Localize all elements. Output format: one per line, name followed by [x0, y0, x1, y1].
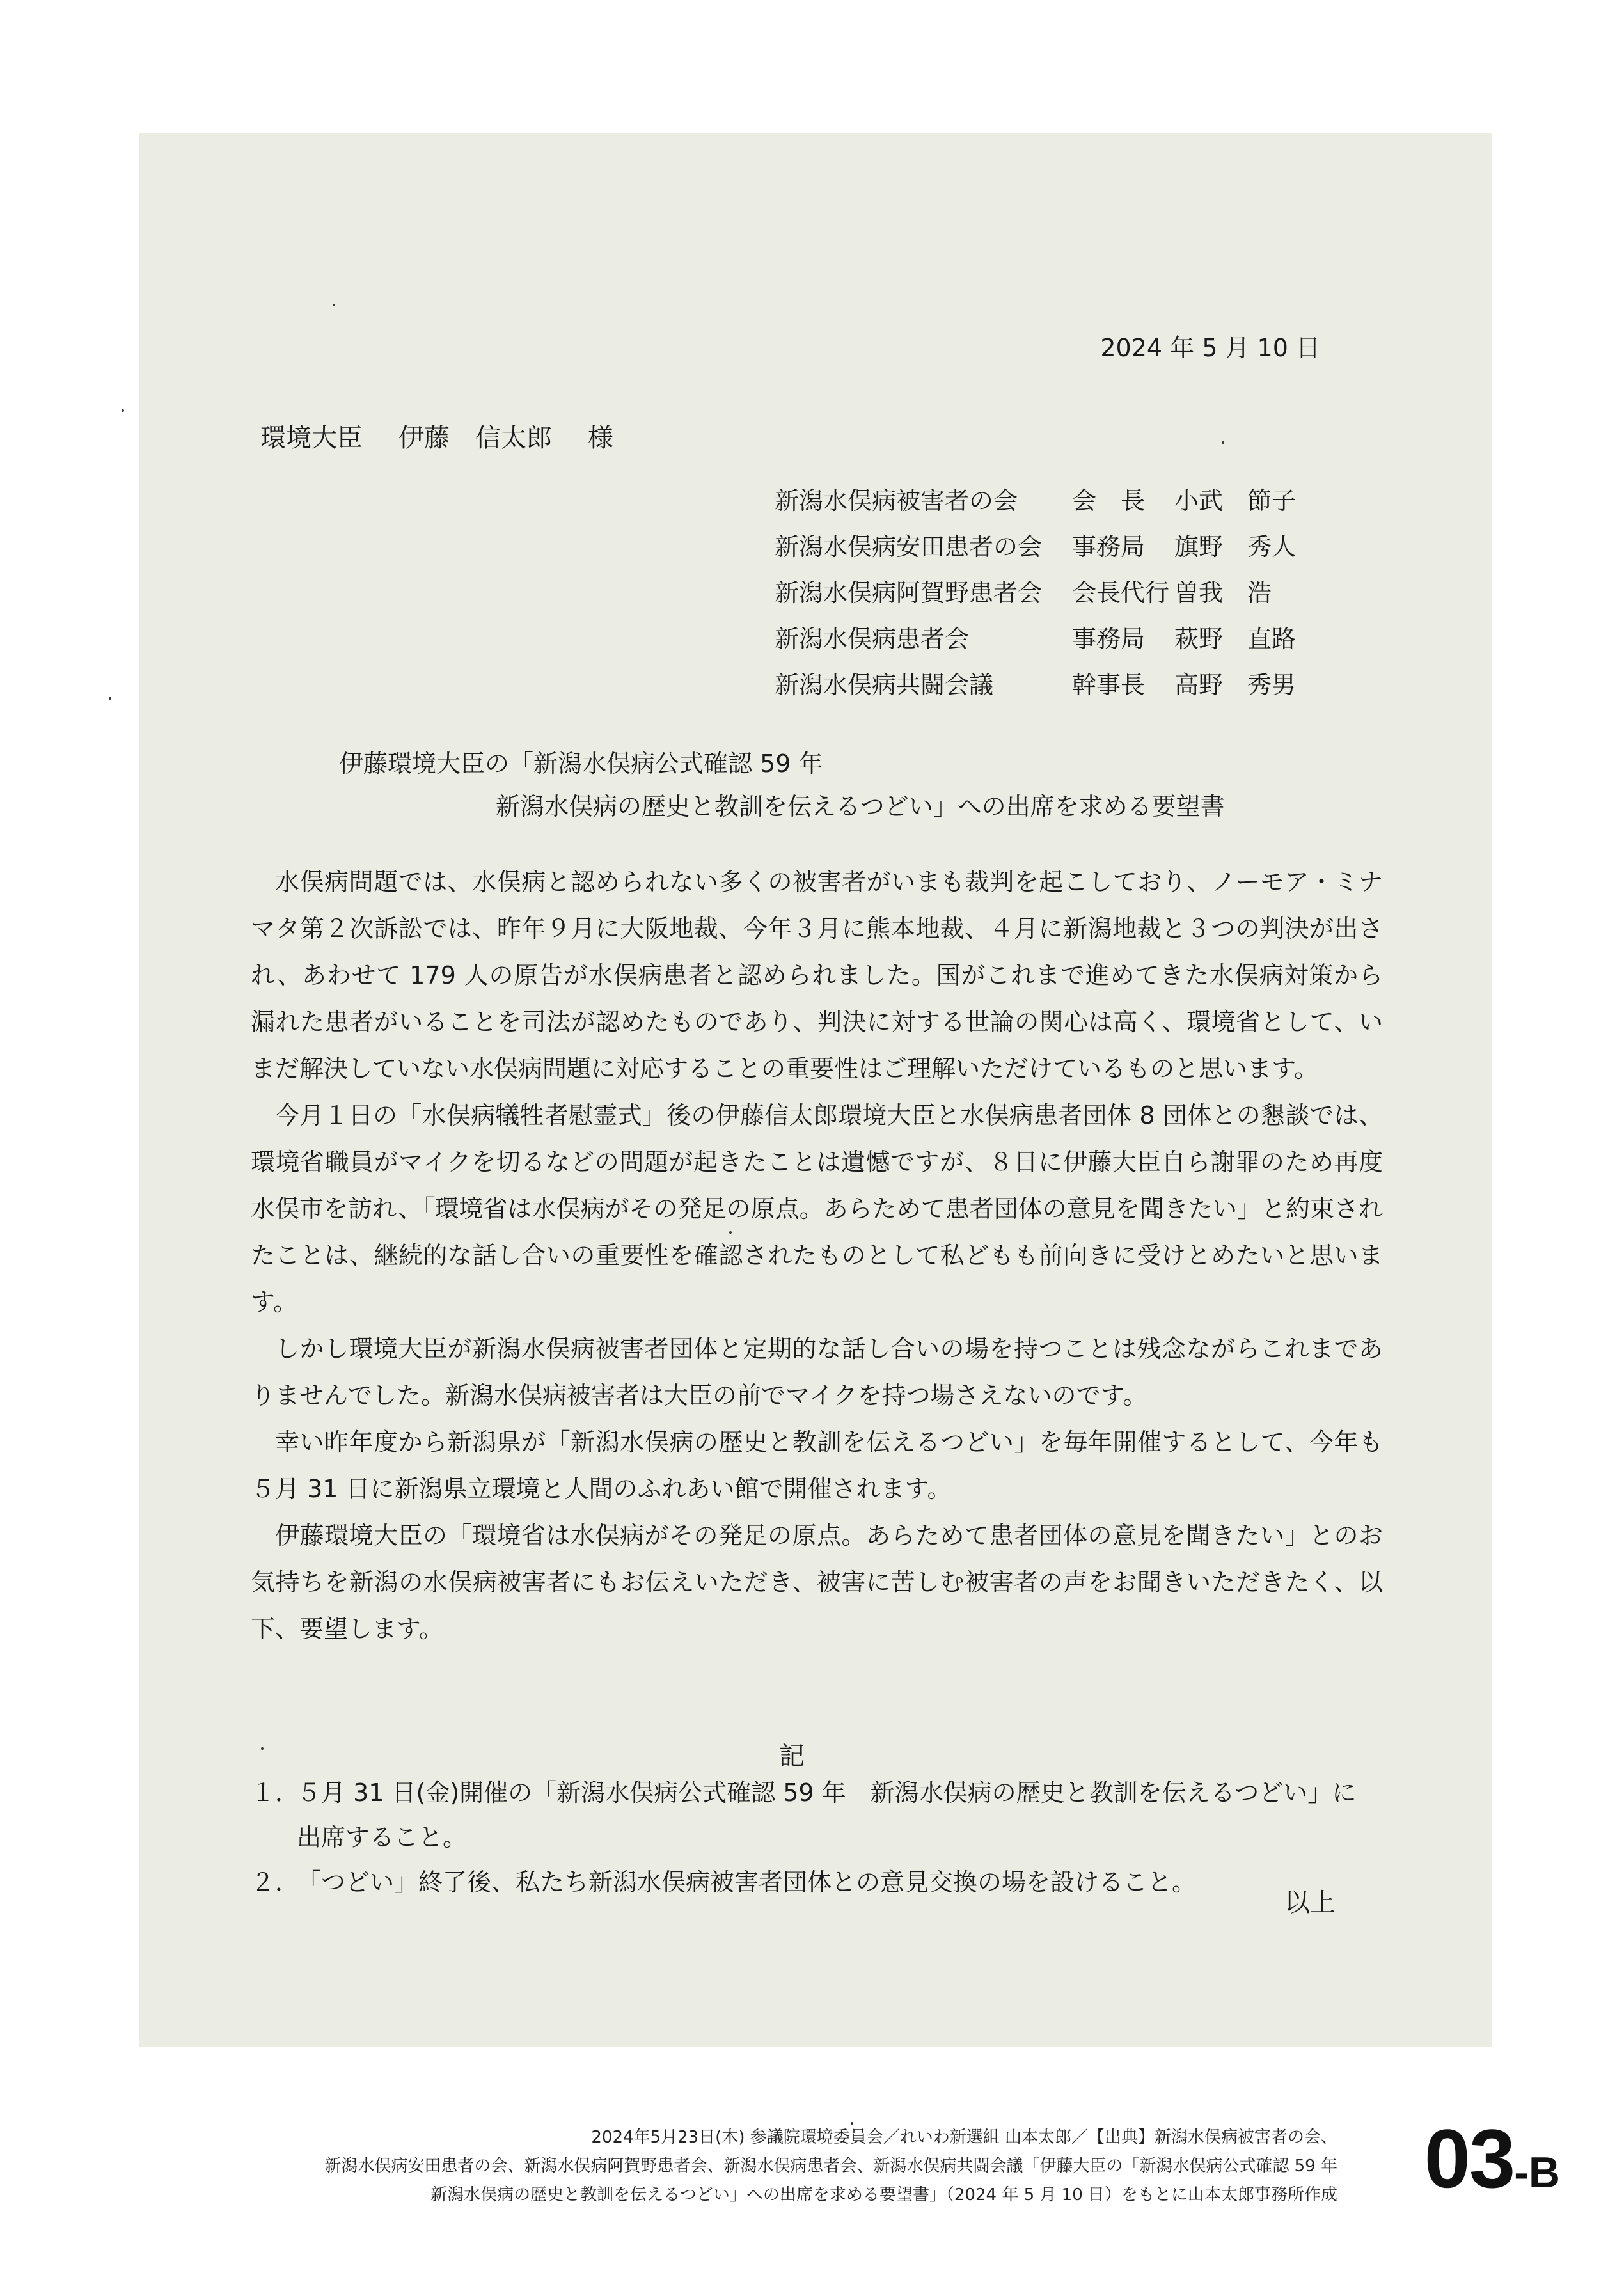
sender-row [775, 567, 1341, 613]
addressee-honorific: 様 [588, 423, 613, 453]
request-text: ５月 31 日(金)開催の「新潟水俣病公式確認 59 年 新潟水俣病の歴史と教訓を伝えるつどい」に出席すること。 [297, 1779, 1357, 1852]
page-number-main: 03 [1424, 2112, 1515, 2205]
sender-org: 新潟水俣病安田患者の会 [775, 532, 1043, 561]
footer-line: 新潟水俣病の歴史と教訓を伝えるつどい」への出席を求める要望書」（2024 年 5 月 10 日）をもとに山本太郎事務所作成 [430, 2185, 1337, 2205]
footer-line: 新潟水俣病安田患者の会、新潟水俣病阿賀野患者会、新潟水俣病患者会、新潟水俣病共闘会議「伊藤大臣の「新潟水俣病公式確認 59 年 [324, 2157, 1337, 2176]
scan-speck [261, 1747, 264, 1750]
body-paragraph: 水俣病問題では、水俣病と認められない多くの被害者がいまも裁判を起こしており、ノーモア・ミナマタ第２次訴訟では、昨年９月に大阪地裁、今年３月に熊本地裁、４月に新潟地裁と３つの判決が出され、あわせて 179 人の原告が水俣病患者と認められました。国がこれまで進めてきた水俣病対策から漏れた患者がいることを司法が認めたものであり、判決に対する世論の関心は高く、環境省として、いまだ解決していない水俣病問題に対応することの重要性はご理解いただけているものと思います。 [251, 868, 1383, 1083]
scan-speck [109, 697, 111, 700]
body-paragraph: 今月１日の「水俣病犠牲者慰霊式」後の伊藤信太郎環境大臣と水俣病患者団体 8 団体との懇談では、環境省職員がマイクを切るなどの問題が起きたことは遺憾ですが、８日に伊藤大臣自ら謝罪のため再度水俣市を訪れ、「環境省は水俣病がその発足の原点。あらためて患者団体の意見を聞きたい」と約束されたことは、継続的な話し合いの重要性を確認されたものとして私どもも前向きに受けとめたいと思います。 [251, 1101, 1383, 1316]
sender-name: 旗野 秀人 [1174, 532, 1297, 561]
closing-ijo: 以上 [1284, 1888, 1336, 1917]
scan-speck [729, 1231, 732, 1234]
addressee-title: 環境大臣 [260, 423, 363, 453]
body-paragraph: 伊藤環境大臣の「環境省は水俣病がその発足の原点。あらためて患者団体の意見を聞きたい」とのお気持ちを新潟の水俣病被害者にもお伝えいただき、被害に苦しむ被害者の声をお聞きいただきたく、以下、要望します。 [251, 1521, 1383, 1643]
request-number: ２． [251, 1868, 300, 1896]
footer-line: 2024年5月23日(木) 参議院環境委員会／れいわ新選組 山本太郎／【出典】新潟水俣病被害者の会、 [591, 2128, 1337, 2147]
sender-row [775, 475, 1341, 521]
sender-name: 曽我 浩 [1174, 578, 1272, 607]
scan-speck [122, 409, 124, 412]
addressee [260, 418, 613, 454]
body-paragraph: しかし環境大臣が新潟水俣病被害者団体と定期的な話し合いの場を持つことは残念ながらこれまでありませんでした。新潟水俣病被害者は大臣の前でマイクを持つ場さえないのです。 [251, 1335, 1383, 1410]
request-item [251, 1860, 1376, 1905]
source-footer [122, 2123, 1337, 2210]
ki-heading: 記 [779, 1742, 805, 1771]
sender-role: 会長代行 [1072, 578, 1170, 607]
scan-speck [1222, 441, 1224, 444]
sender-row [775, 659, 1341, 705]
sender-org: 新潟水俣病患者会 [775, 624, 970, 653]
request-item [251, 1770, 1376, 1860]
subject-line-1: 伊藤環境大臣の「新潟水俣病公式確認 59 年 [339, 750, 823, 778]
sender-name: 萩野 直路 [1174, 624, 1297, 653]
sender-role: 幹事長 [1072, 670, 1146, 699]
sender-role: 事務局 [1072, 624, 1146, 653]
page-number [1424, 2111, 1560, 2206]
sender-org: 新潟水俣病被害者の会 [775, 486, 1018, 515]
sender-role: 事務局 [1072, 532, 1146, 561]
body-paragraph: 幸い昨年度から新潟県が「新潟水俣病の歴史と教訓を伝えるつどい」を毎年開催するとして、今年も５月 31 日に新潟県立環境と人間のふれあい館で開催されます。 [251, 1428, 1383, 1503]
addressee-name: 伊藤 信太郎 [398, 423, 552, 453]
sender-row [775, 613, 1341, 659]
sender-list [775, 475, 1341, 705]
letter-body [251, 859, 1383, 1653]
sender-org: 新潟水俣病共闘会議 [775, 670, 994, 699]
request-list [251, 1770, 1376, 1905]
request-text: 「つどい」終了後、私たち新潟水俣病被害者団体との意見交換の場を設けること。 [297, 1868, 1197, 1896]
scanned-letter [139, 133, 1492, 2047]
sender-org: 新潟水俣病阿賀野患者会 [775, 578, 1043, 607]
page-number-suffix: -B [1514, 2148, 1560, 2197]
subject-line-2: 新潟水俣病の歴史と教訓を伝えるつどい」への出席を求める要望書 [496, 792, 1225, 821]
sender-name: 小武 節子 [1174, 486, 1297, 515]
sender-role: 会 長 [1072, 486, 1146, 515]
request-number: １． [251, 1779, 300, 1807]
letter-date: 2024 年 5 月 10 日 [1100, 334, 1320, 362]
scan-speck [333, 304, 335, 306]
sender-name: 高野 秀男 [1174, 670, 1297, 699]
sender-row [775, 521, 1341, 567]
